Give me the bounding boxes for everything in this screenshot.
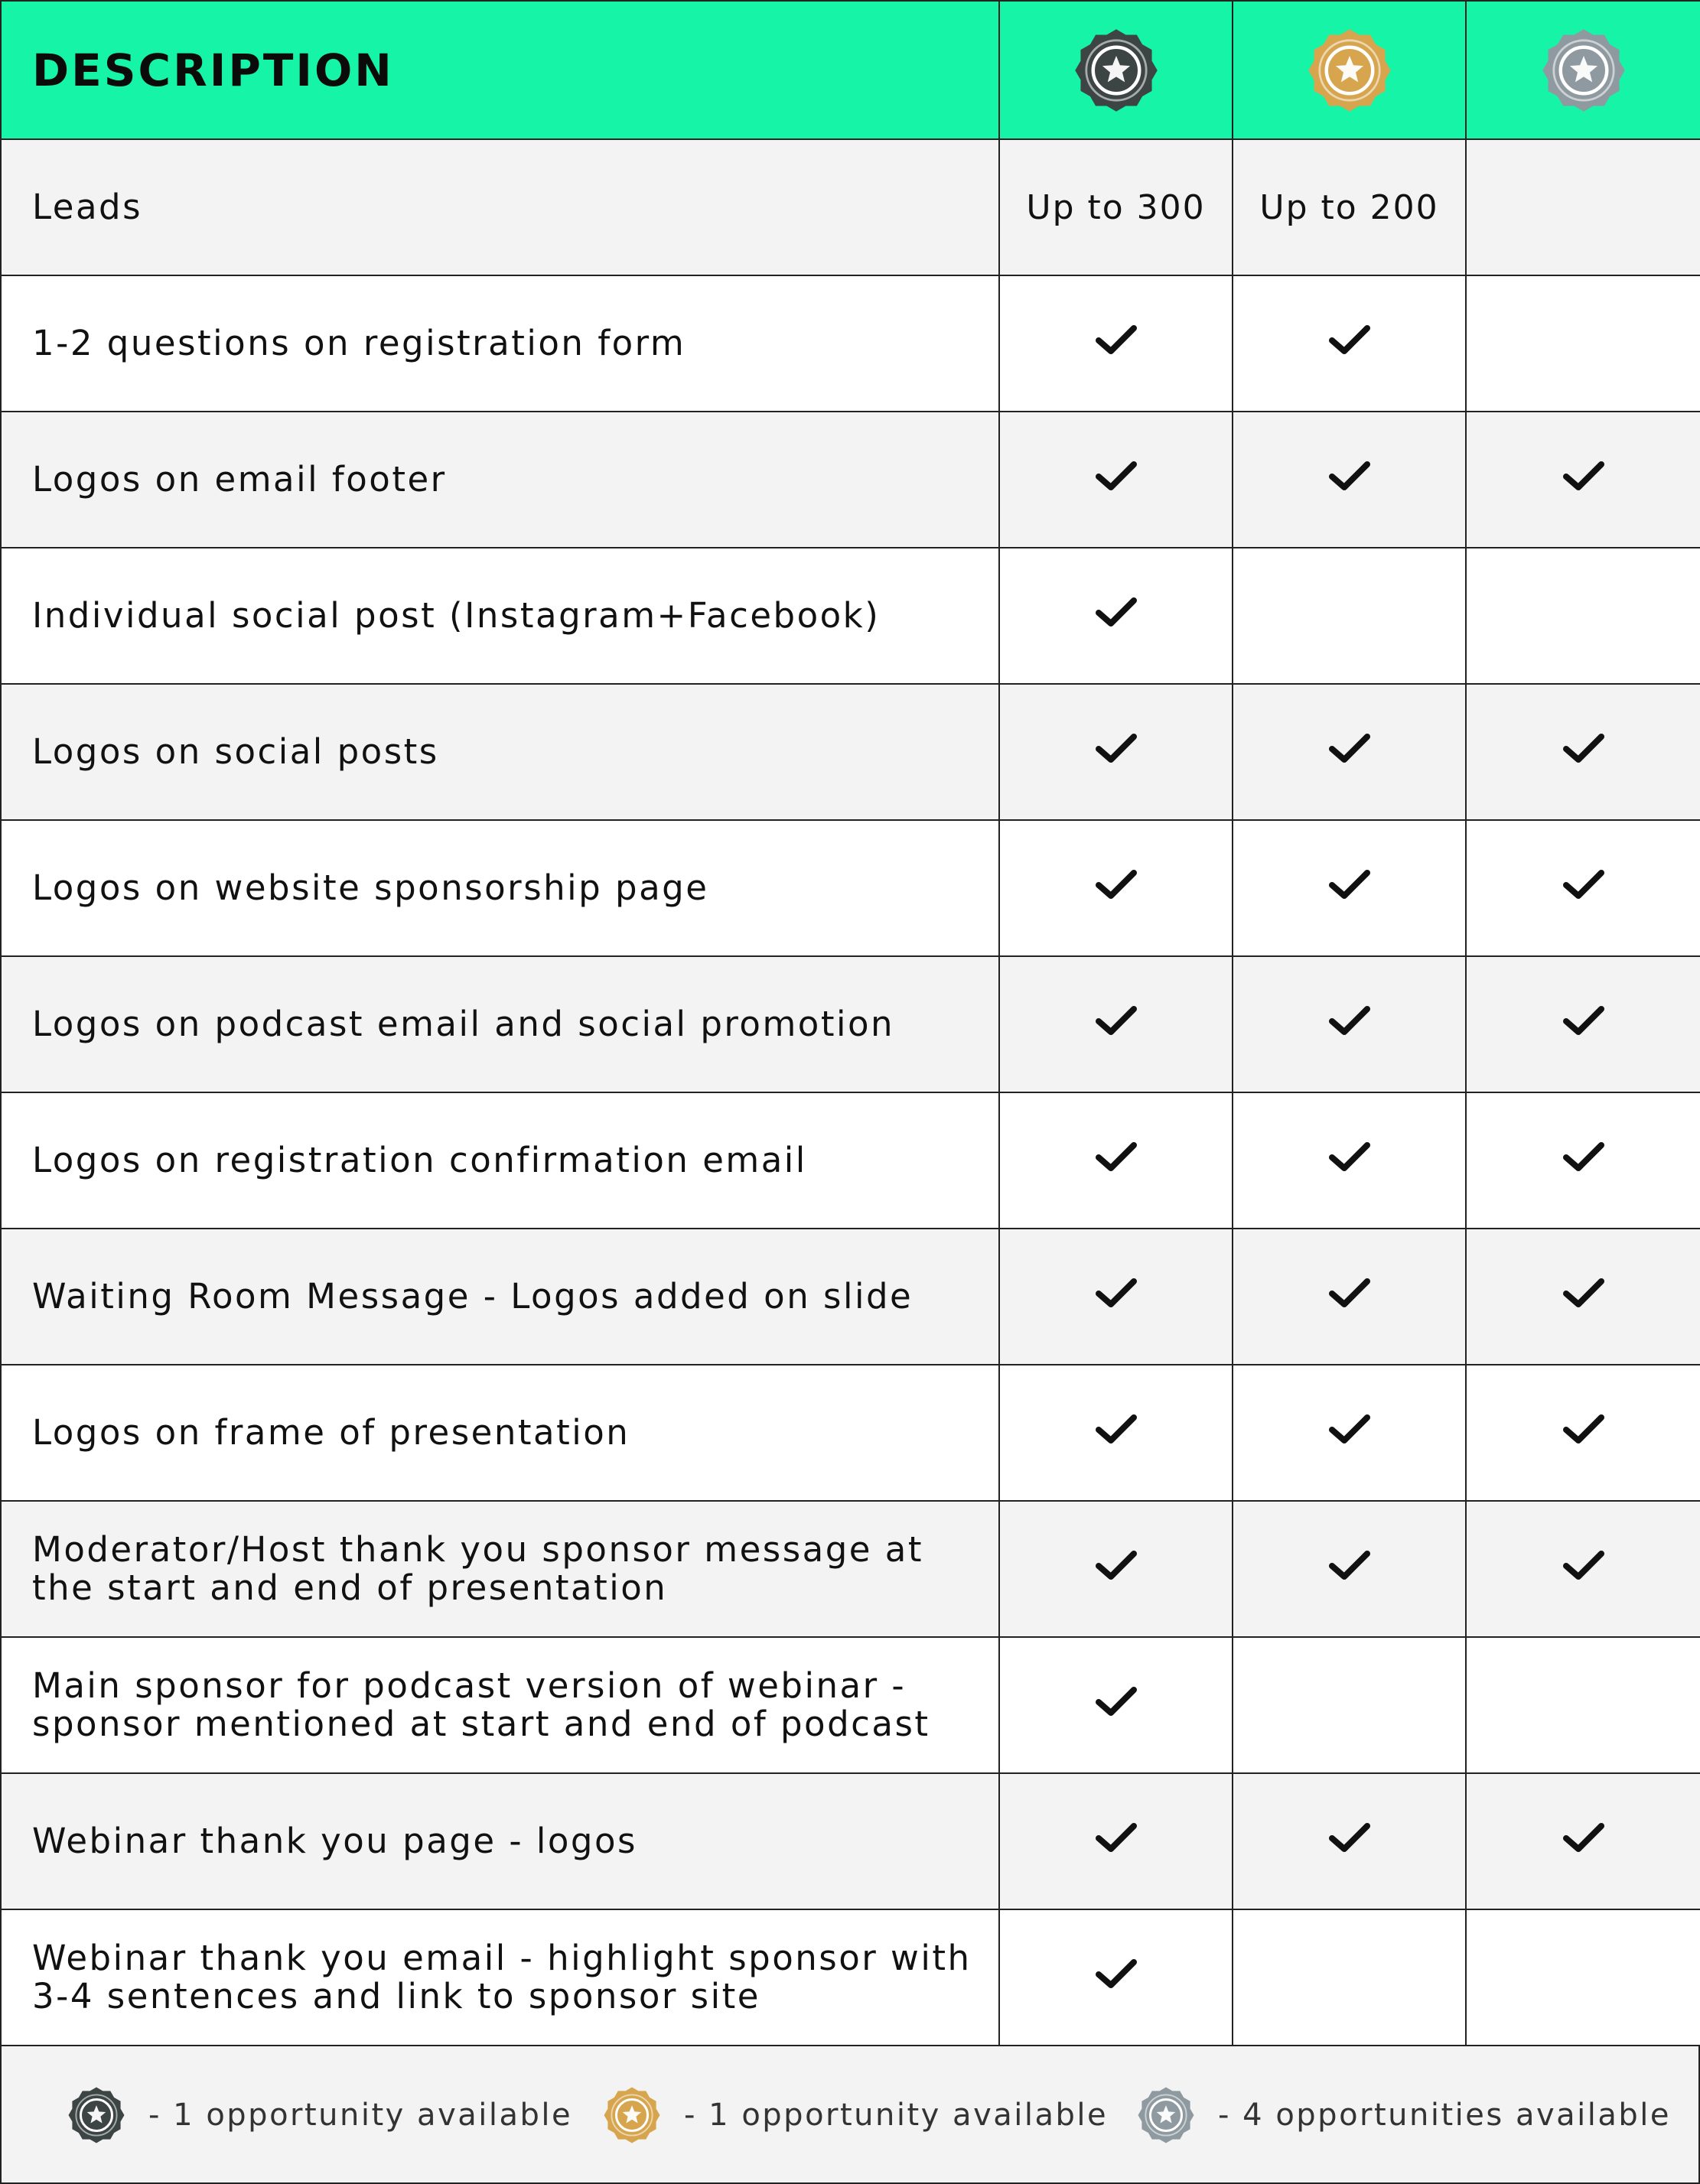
tier-1-cell <box>999 548 1233 684</box>
row-label: Logos on social posts <box>1 684 999 820</box>
silver-star-badge-icon <box>1137 2086 1195 2144</box>
tier-1-cell <box>999 684 1233 820</box>
checkmark-icon <box>1327 1412 1372 1446</box>
tier-3-cell <box>1466 275 1700 412</box>
table-row <box>1 1229 1700 1365</box>
tier-2-cell <box>1233 956 1466 1092</box>
tier-2-cell <box>1233 1773 1466 1909</box>
table-row <box>1 1365 1700 1501</box>
tier-1-cell <box>999 956 1233 1092</box>
tier-1-cell <box>999 412 1233 548</box>
tier-3-cell <box>1466 956 1700 1092</box>
tier-3-header <box>1466 1 1700 139</box>
checkmark-icon <box>1562 459 1606 493</box>
tier-2-header <box>1233 1 1466 139</box>
tier-3-cell <box>1466 820 1700 956</box>
checkmark-icon <box>1562 1276 1606 1310</box>
checkmark-icon <box>1327 459 1372 493</box>
checkmark-icon <box>1094 867 1138 901</box>
checkmark-icon <box>1327 1140 1372 1173</box>
row-label: Logos on frame of presentation <box>1 1365 999 1501</box>
row-label: Logos on email footer <box>1 412 999 548</box>
tier-3-cell <box>1466 412 1700 548</box>
tier-1-cell <box>999 1229 1233 1365</box>
tier-1-cell: Up to 300 <box>999 139 1233 275</box>
checkmark-icon <box>1094 1548 1138 1582</box>
checkmark-icon <box>1327 1004 1372 1037</box>
checkmark-icon <box>1327 1821 1372 1854</box>
legend-item-tier-1 <box>67 2046 572 2184</box>
tier-2-cell <box>1233 1092 1466 1229</box>
tier-3-cell <box>1466 684 1700 820</box>
table-row <box>1 275 1700 412</box>
row-label: Logos on podcast email and social promotion <box>1 956 999 1092</box>
tier-1-cell <box>999 1365 1233 1501</box>
table-row <box>1 548 1700 684</box>
dark-star-badge-icon <box>1073 28 1159 113</box>
checkmark-icon <box>1094 459 1138 493</box>
row-label: Webinar thank you email - highlight sponsor with 3-4 sentences and link to sponsor site <box>1 1909 999 2046</box>
dark-star-badge-icon <box>67 2086 125 2144</box>
table-row <box>1 1501 1700 1637</box>
tier-1-cell <box>999 275 1233 412</box>
checkmark-icon <box>1094 1140 1138 1173</box>
checkmark-icon <box>1094 1821 1138 1854</box>
tier-2-cell <box>1233 1501 1466 1637</box>
row-label: Logos on website sponsorship page <box>1 820 999 956</box>
table-header-row <box>1 1 1700 139</box>
table-row <box>1 412 1700 548</box>
checkmark-icon <box>1094 731 1138 765</box>
tier-2-cell <box>1233 1637 1466 1773</box>
row-label: 1-2 questions on registration form <box>1 275 999 412</box>
legend-text: - 1 opportunity available <box>684 2098 1109 2133</box>
checkmark-icon <box>1094 595 1138 629</box>
row-label: Main sponsor for podcast version of webinar - sponsor mentioned at start and end of podcast <box>1 1637 999 1773</box>
checkmark-icon <box>1562 1548 1606 1582</box>
checkmark-icon <box>1562 731 1606 765</box>
tier-2-cell <box>1233 412 1466 548</box>
tier-3-cell <box>1466 1092 1700 1229</box>
tier-2-cell <box>1233 1365 1466 1501</box>
tier-1-cell <box>999 1773 1233 1909</box>
tier-3-cell <box>1466 1637 1700 1773</box>
tier-3-cell <box>1466 1229 1700 1365</box>
tier-1-header <box>999 1 1233 139</box>
legend-text: - 1 opportunity available <box>148 2098 573 2133</box>
checkmark-icon <box>1327 731 1372 765</box>
tier-2-cell <box>1233 548 1466 684</box>
checkmark-icon <box>1562 1004 1606 1037</box>
table-row <box>1 820 1700 956</box>
checkmark-icon <box>1327 1276 1372 1310</box>
legend <box>0 2046 1700 2184</box>
table-row <box>1 1637 1700 1773</box>
tier-3-cell <box>1466 1773 1700 1909</box>
tier-1-cell <box>999 1501 1233 1637</box>
row-label: Webinar thank you page - logos <box>1 1773 999 1909</box>
tier-3-cell <box>1466 1501 1700 1637</box>
checkmark-icon <box>1562 1140 1606 1173</box>
checkmark-icon <box>1327 1548 1372 1582</box>
gold-star-badge-icon <box>1307 28 1392 113</box>
tier-1-cell <box>999 1909 1233 2046</box>
tier-2-cell <box>1233 820 1466 956</box>
checkmark-icon <box>1094 1684 1138 1718</box>
checkmark-icon <box>1562 1412 1606 1446</box>
row-label: Logos on registration confirmation email <box>1 1092 999 1229</box>
checkmark-icon <box>1327 867 1372 901</box>
checkmark-icon <box>1094 1004 1138 1037</box>
tier-1-cell <box>999 820 1233 956</box>
silver-star-badge-icon <box>1541 28 1627 113</box>
row-label: Leads <box>1 139 999 275</box>
tier-3-cell <box>1466 1365 1700 1501</box>
tier-2-cell <box>1233 684 1466 820</box>
legend-text: - 4 opportunities available <box>1218 2098 1671 2133</box>
legend-item-tier-2 <box>603 2046 1108 2184</box>
checkmark-icon <box>1094 1276 1138 1310</box>
legend-item-tier-3 <box>1137 2046 1671 2184</box>
table-row <box>1 139 1700 275</box>
table-row <box>1 1092 1700 1229</box>
checkmark-icon <box>1327 323 1372 356</box>
tier-1-cell <box>999 1637 1233 1773</box>
tier-2-cell <box>1233 1909 1466 2046</box>
table-body <box>1 139 1700 2046</box>
table-row <box>1 1773 1700 1909</box>
table-row <box>1 1909 1700 2046</box>
table-row <box>1 956 1700 1092</box>
checkmark-icon <box>1562 867 1606 901</box>
row-label: Waiting Room Message - Logos added on slide <box>1 1229 999 1365</box>
checkmark-icon <box>1094 323 1138 356</box>
checkmark-icon <box>1094 1957 1138 1990</box>
row-label: Individual social post (Instagram+Facebook) <box>1 548 999 684</box>
row-label: Moderator/Host thank you sponsor message at the start and end of presentation <box>1 1501 999 1637</box>
tier-2-cell: Up to 200 <box>1233 139 1466 275</box>
tier-1-cell <box>999 1092 1233 1229</box>
table-row <box>1 684 1700 820</box>
tier-2-cell <box>1233 275 1466 412</box>
tier-2-cell <box>1233 1229 1466 1365</box>
checkmark-icon <box>1094 1412 1138 1446</box>
tier-3-cell <box>1466 1909 1700 2046</box>
tier-3-cell <box>1466 139 1700 275</box>
checkmark-icon <box>1562 1821 1606 1854</box>
gold-star-badge-icon <box>603 2086 661 2144</box>
tier-3-cell <box>1466 548 1700 684</box>
description-header: DESCRIPTION <box>1 1 999 139</box>
